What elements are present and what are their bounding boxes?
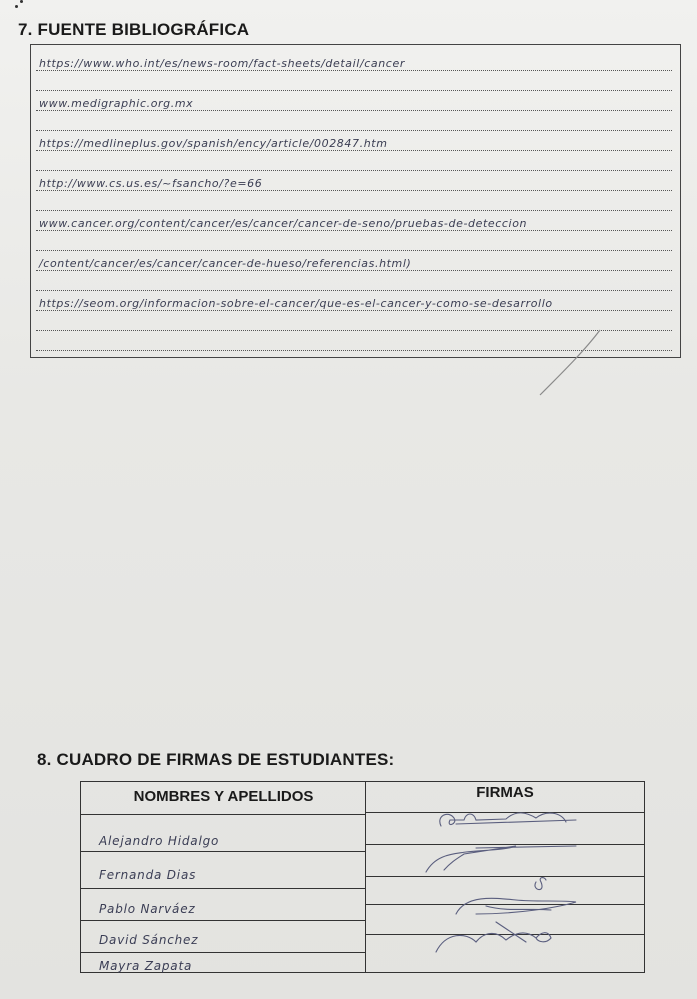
name-row-line [81, 851, 366, 852]
student-name: Alejandro Hidalgo [99, 834, 220, 848]
reference-line [36, 150, 672, 171]
reference-line [36, 50, 672, 71]
student-name: Fernanda Dias [99, 868, 197, 882]
reference-text: www.medigraphic.org.mx [39, 97, 194, 110]
reference-text: https://medlineplus.gov/spanish/ency/article/002847.htm [39, 137, 388, 150]
reference-text: www.cancer.org/content/cancer/es/cancer/cancer-de-seno/pruebas-de-deteccion [39, 217, 528, 230]
reference-text: https://www.who.int/es/news-room/fact-sheets/detail/cancer [39, 57, 405, 70]
name-row-line [81, 888, 366, 889]
reference-line [36, 110, 672, 131]
reference-line [36, 310, 672, 331]
section-8-heading: 8. CUADRO DE FIRMAS DE ESTUDIANTES: [37, 750, 395, 769]
student-name: Pablo Narváez [99, 902, 196, 916]
reference-line [36, 130, 672, 151]
name-row-line [81, 920, 366, 921]
signature-table [80, 781, 645, 973]
reference-text: https://seom.org/informacion-sobre-el-cancer/que-es-el-cancer-y-como-se-desarrollo [39, 297, 553, 310]
reference-line [36, 210, 672, 231]
reference-line [36, 290, 672, 311]
reference-line [36, 330, 672, 351]
section-7-heading: 7. FUENTE BIBLIOGRÁFICA [18, 20, 250, 39]
handwritten-signatures [366, 782, 644, 972]
reference-line [36, 230, 672, 251]
signatures-column-header: FIRMAS [476, 784, 534, 801]
reference-text: /content/cancer/es/cancer/cancer-de-hueso/referencias.html) [39, 257, 412, 270]
reference-line [36, 70, 672, 91]
name-row-line [81, 952, 366, 953]
header-row-line [81, 814, 366, 815]
student-name: Mayra Zapata [99, 959, 193, 973]
student-name: David Sánchez [99, 933, 199, 947]
reference-line [36, 170, 672, 191]
paper-marks [20, 0, 28, 8]
reference-line [36, 250, 672, 271]
reference-text: http://www.cs.us.es/~fsancho/?e=66 [39, 177, 263, 190]
names-column-header: NOMBRES Y APELLIDOS [133, 788, 314, 805]
bibliography-box [30, 44, 681, 358]
reference-line [36, 270, 672, 291]
reference-line [36, 190, 672, 211]
reference-line [36, 90, 672, 111]
